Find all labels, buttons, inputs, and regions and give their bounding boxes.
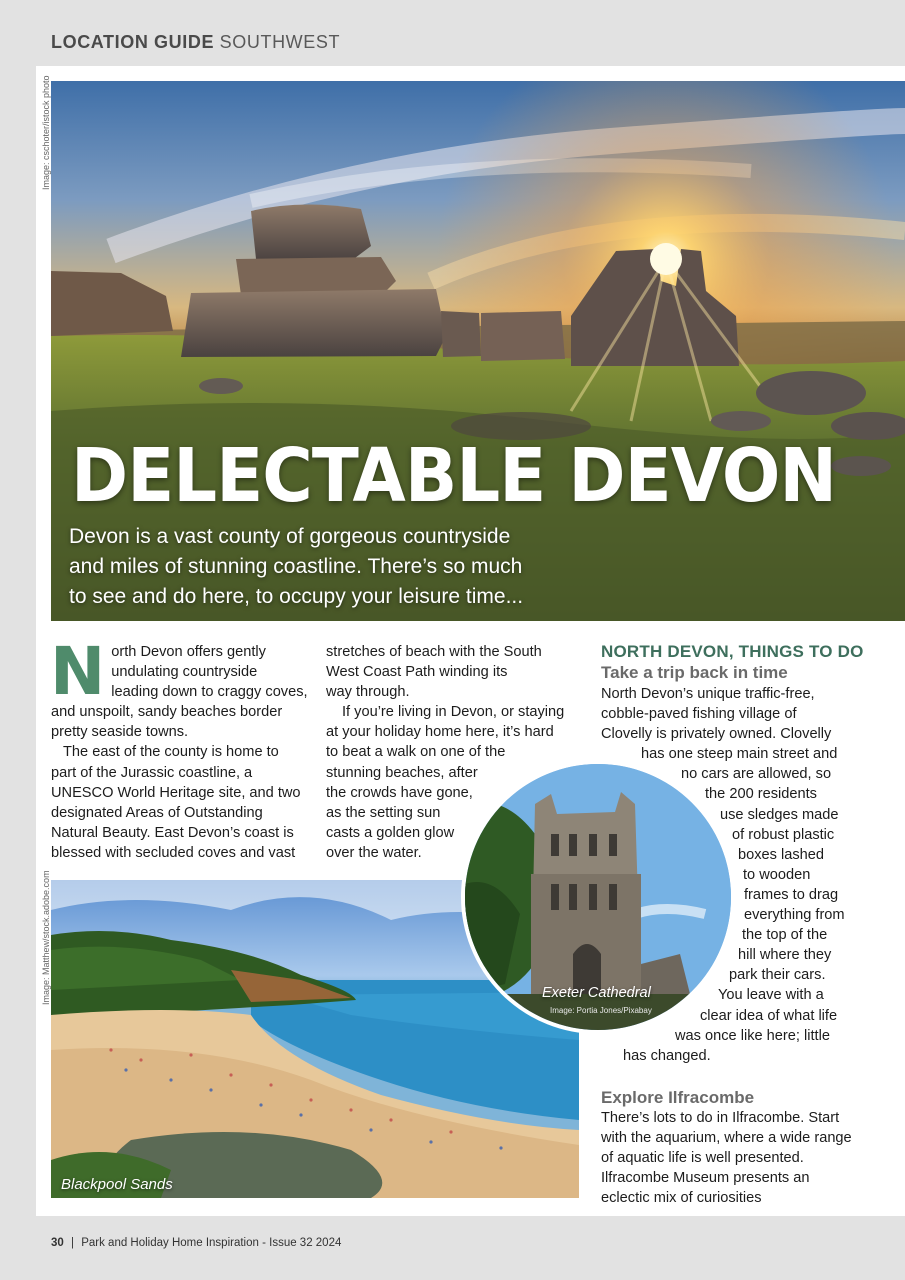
text-line: way through. [326,684,410,701]
paragraph: The east of the county is home to part of the Jurassic coastline, a UNESCO World Heritage site, and two designated Areas of Outstanding Natural Beauty. East Devon’s coast is blessed with secluded coves and vast [51,744,301,861]
text-line: as the setting sun [326,804,441,821]
text-line: leading down to craggy coves, [111,684,308,701]
text-line: use sledges made [720,806,839,823]
text-line: the top of the [742,927,828,944]
text-line: cobble-paved fishing village of [601,706,797,723]
hero-image [51,81,905,621]
text-line: park their cars. [729,967,826,984]
subheading: Take a trip back in time [601,663,788,682]
drop-cap: N [50,633,106,710]
paragraph: There’s lots to do in Ilfracombe. Start with the aquarium, where a wide range of aquatic life is well presented. Ilfracombe Museum presents an eclectic mix of curiosities [601,1109,852,1207]
page-number: 30 [51,1237,64,1249]
text-line: undulating countryside [111,664,258,681]
beach-credit: Image: Matthew/stock.adobe.com [41,870,51,1005]
cathedral-caption: Exeter Cathedral [542,985,651,1001]
hero-subtitle-line: to see and do here, to occupy your leisure time... [69,585,524,608]
text-line: the crowds have gone, [326,784,473,801]
hero-title: DELECTABLE DEVON [71,433,837,519]
text-line: was once like here; little [675,1027,830,1044]
header-bold: LOCATION GUIDE [51,32,215,52]
paragraph: and unspoilt, sandy beaches border pretty seaside towns. [51,704,283,741]
text-line: frames to drag [744,886,839,903]
text-line: clear idea of what life [700,1007,838,1024]
text-line: at your holiday home here, it’s hard [326,724,554,741]
text-line: casts a golden glow [326,824,455,841]
text-line: hill where they [738,947,832,964]
text-line: You leave with a [718,987,824,1004]
text-line: If you’re living in Devon, or staying [342,704,565,721]
section-header [51,32,340,53]
page-footer [51,1237,341,1249]
column-1 [50,633,308,863]
text-line: stretches of beach with the South [326,644,542,660]
hero-subtitle-line: and miles of stunning coastline. There’s so much [69,555,523,578]
text-line: to wooden [743,866,811,883]
text-line: boxes lashed [738,846,825,863]
section-title: NORTH DEVON, THINGS TO DO [601,642,864,661]
text-line: to beat a walk on one of the [326,744,506,761]
beach-caption: Blackpool Sands [61,1176,173,1193]
text-line: over the water. [326,844,422,861]
text-line: everything from [744,907,845,924]
column-3 [601,641,901,1208]
footer-separator: | [71,1237,74,1249]
hero-subtitle [69,522,589,612]
hero-credit: Image: cschoter/istock photo [41,75,51,190]
publication-name: Park and Holiday Home Inspiration - Issue 32 2024 [81,1237,342,1249]
text-line: of robust plastic [732,826,835,843]
text-line: no cars are allowed, so [681,766,832,783]
text-line: has one steep main street and [641,746,838,763]
text-line: stunning beaches, after [326,764,478,781]
text-line: the 200 residents [705,786,817,803]
text-line: Clovelly is privately owned. Clovelly [601,726,832,743]
subheading: Explore Ilfracombe [601,1087,755,1107]
text-line: has changed. [623,1047,711,1064]
hero-subtitle-line: Devon is a vast county of gorgeous countryside [69,525,511,548]
text-line: North Devon’s unique traffic-free, [601,686,815,702]
cathedral-credit: Image: Portia Jones/Pixabay [550,1006,652,1015]
text-line: West Coast Path winding its [326,664,508,681]
text-line: orth Devon offers gently [111,644,266,660]
header-light: SOUTHWEST [219,32,341,52]
